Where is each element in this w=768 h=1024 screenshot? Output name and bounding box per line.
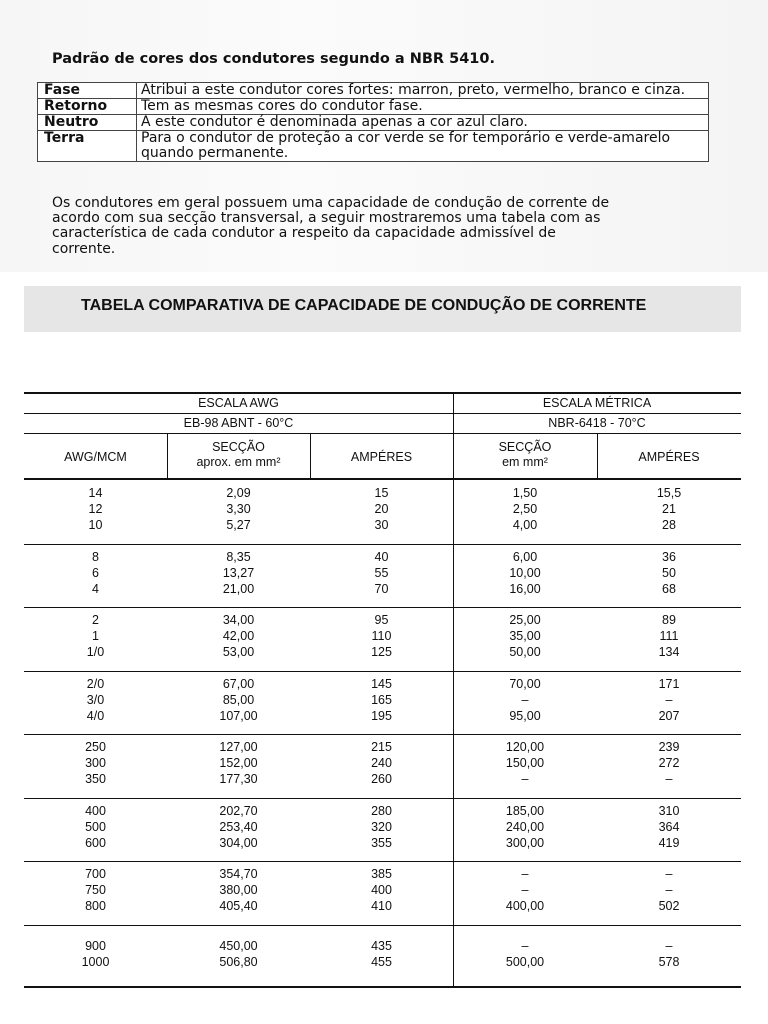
metric-amperes-cell: 171 [658,676,680,691]
amperes-cell: 30 [374,518,389,533]
metric-amperes-cell: 50 [662,565,676,580]
metric-section-cell-group [453,549,597,598]
section-cell: 127,00 [219,740,258,754]
amperes-cell: 125 [371,645,392,660]
awg-cell: 12 [88,502,103,517]
metric-amperes-cell: 272 [658,756,680,771]
metric-section-cell: 25,00 [509,613,541,627]
awg-cell: 400 [85,803,106,818]
metric-amperes-cell: 364 [658,819,680,834]
description-cell: Tem as mesmas cores do condutor fase. [137,99,709,115]
section-cell: 21,00 [222,581,255,596]
amperes-cell: 455 [371,954,392,969]
metric-section-cell: 2,50 [512,502,538,517]
col-header-section-2-line2: em mm² [502,455,548,469]
amperes-cell: 110 [371,629,392,644]
metric-amperes-cell: 419 [658,835,680,850]
metric-amperes-cell: 578 [658,954,680,969]
metric-amperes-cell: 310 [658,803,680,818]
metric-amperes-cell: 134 [658,645,680,660]
metric-section-cell: 16,00 [509,581,541,596]
col-header-section-2 [453,440,597,470]
intro-paragraph: Os condutores em geral possuem uma capacidade de condução de corrente de acordo com sua secção transversal, a seguir mostraremos uma tabela com as característica de cada condutor a respeito da capacidade admissível de corrente. [52,195,610,257]
awg-cell-group [24,549,167,598]
metric-amperes-cell: 21 [662,502,676,517]
metric-amperes-cell: – [665,692,673,707]
metric-section-cell: 185,00 [505,803,545,818]
amperes-cell: 195 [371,708,392,723]
amperes-cell: 70 [374,581,389,596]
group-divider [24,798,741,799]
awg-cell-group [24,938,167,970]
col-header-amperes-2: AMPÉRES [638,450,700,464]
metric-section-cell: 400,00 [505,899,545,914]
table-row [38,115,709,131]
section-cell: 152,00 [219,756,258,771]
metric-amperes-cell-group [597,485,741,534]
section-cell-group [167,549,310,598]
section-cell: 2,09 [226,486,251,500]
amperes-cell: 355 [371,835,392,850]
section-cell: 53,00 [222,645,255,660]
metric-section-cell: – [521,772,529,787]
amperes-cell: 165 [371,692,392,707]
awg-cell: 750 [85,883,106,898]
metric-section-cell: 95,00 [509,708,541,723]
amperes-cell-group [310,612,453,661]
section-cell: 67,00 [222,676,255,691]
metric-amperes-cell-group [597,866,741,915]
section-cell-group [167,803,310,852]
awg-cell-group [24,485,167,534]
group-divider [24,671,741,672]
metric-section-cell: 35,00 [509,629,541,644]
awg-cell: 500 [85,819,106,834]
metric-amperes-cell: – [665,772,673,787]
awg-cell: 4 [92,581,99,596]
amperes-cell-group [310,549,453,598]
amperes-cell: 280 [371,803,392,818]
awg-cell: 6 [92,565,99,580]
amperes-cell: 95 [374,613,389,627]
section-cell-group [167,938,310,970]
awg-cell: 1000 [81,954,110,969]
column-divider [167,433,168,480]
metric-amperes-cell: 207 [658,708,680,723]
awg-cell: 1/0 [86,645,105,660]
metric-amperes-cell-group [597,612,741,661]
awg-cell-group [24,676,167,725]
metric-section-cell: 10,00 [509,565,541,580]
section-cell: 380,00 [219,883,258,898]
amperes-cell: 240 [371,756,392,771]
metric-amperes-cell: 28 [662,518,676,533]
term-cell: Neutro [38,115,137,131]
section-cell-group [167,612,310,661]
page-title: Padrão de cores dos condutores segundo a NBR 5410. [52,51,495,67]
amperes-cell: 320 [371,819,392,834]
awg-cell: 800 [85,899,106,914]
section-cell-group [167,485,310,534]
group-divider [24,861,741,862]
group-divider [24,607,741,608]
metric-section-cell-group [453,938,597,970]
table-row [38,83,709,99]
term-cell: Fase [38,83,137,99]
metric-section-cell: 500,00 [505,954,545,969]
col-header-section-1-line2: aprox. em mm² [196,455,281,469]
metric-section-cell: 120,00 [505,740,545,754]
amperes-cell-group [310,676,453,725]
awg-cell-group [24,612,167,661]
section-cell: 405,40 [219,899,258,914]
awg-cell: 1 [92,629,99,644]
section-cell: 42,00 [222,629,255,644]
column-divider [597,433,598,480]
amperes-cell-group [310,938,453,970]
metric-section-cell-group [453,866,597,915]
metric-section-cell: 240,00 [505,819,545,834]
section-cell: 5,27 [226,518,251,533]
section-cell: 13,27 [222,565,255,580]
amperes-cell: 20 [374,502,389,517]
awg-cell: 250 [85,740,106,754]
awg-cell-group [24,739,167,788]
section-cell-group [167,866,310,915]
metric-section-cell: 4,00 [512,518,538,533]
metric-section-cell: 50,00 [509,645,541,660]
amperes-cell: 410 [371,899,392,914]
term-cell: Terra [38,131,137,162]
awg-cell: 350 [85,772,106,787]
metric-amperes-cell: 89 [662,613,676,627]
capacity-table [24,392,741,988]
section-cell: 34,00 [222,613,255,627]
col-header-amperes-1: AMPÉRES [350,450,413,464]
awg-cell: 4/0 [86,708,105,723]
amperes-cell: 260 [371,772,392,787]
metric-amperes-cell: – [665,938,673,953]
table-top-rule [24,392,741,394]
table-row [38,131,709,162]
metric-amperes-cell: – [665,883,673,898]
header-bottom-rule [24,478,741,480]
amperes-cell-group [310,803,453,852]
metric-amperes-cell-group [597,549,741,598]
metric-amperes-cell: – [665,867,673,881]
term-cell: Retorno [38,99,137,115]
awg-cell: 3/0 [86,692,105,707]
metric-section-cell-group [453,739,597,788]
header-divider [24,413,741,414]
awg-cell: 2 [92,613,99,627]
awg-cell: 8 [92,549,99,564]
section-cell: 253,40 [219,819,258,834]
metric-section-cell: 6,00 [512,549,538,564]
awg-standard-header: EB-98 ABNT - 60°C [183,416,294,430]
metric-section-cell-group [453,485,597,534]
metric-amperes-cell-group [597,938,741,970]
awg-cell: 300 [85,756,106,771]
amperes-cell-group [310,485,453,534]
awg-cell-group [24,866,167,915]
metric-section-cell-group [453,612,597,661]
section-cell-group [167,676,310,725]
column-divider [310,433,311,480]
col-header-awg: AWG/MCM [64,450,127,464]
metric-section-cell: – [521,692,529,707]
metric-amperes-cell-group [597,676,741,725]
metric-section-cell: 150,00 [505,756,545,771]
awg-cell: 2/0 [86,676,105,691]
awg-scale-header: ESCALA AWG [198,396,279,410]
metric-amperes-cell: 15,5 [656,486,682,500]
metric-amperes-cell: 68 [662,581,676,596]
metric-amperes-cell: 111 [659,629,679,644]
banner-title: TABELA COMPARATIVA DE CAPACIDADE DE CONDUÇÃO DE CORRENTE [81,297,647,314]
metric-section-cell: – [521,867,529,881]
amperes-cell: 145 [371,676,392,691]
metric-section-cell-group [453,676,597,725]
metric-section-cell: – [521,883,529,898]
amperes-cell: 400 [371,883,392,898]
section-cell: 506,80 [219,954,258,969]
metric-section-cell: 300,00 [505,835,545,850]
amperes-cell: 215 [371,740,392,754]
metric-section-cell: 1,50 [512,486,538,500]
awg-cell: 10 [88,518,103,533]
metric-amperes-cell: 239 [658,740,680,754]
section-banner [24,286,741,332]
amperes-cell-group [310,866,453,915]
awg-cell: 900 [85,938,106,953]
col-header-section-1-line1: SECÇÃO [212,440,265,454]
amperes-cell: 40 [374,549,389,564]
metric-standard-header: NBR-6418 - 70°C [548,416,646,430]
section-cell: 354,70 [219,867,258,881]
col-header-section-1 [167,440,310,470]
awg-cell: 14 [88,486,103,500]
metric-section-cell: – [521,938,529,953]
color-standard-table [37,82,709,162]
section-cell-group [167,739,310,788]
section-cell: 8,35 [226,549,251,564]
metric-section-cell: 70,00 [509,676,541,691]
description-cell: Para o condutor de proteção a cor verde se for temporário e verde-amarelo quando permanente. [137,131,709,162]
metric-amperes-cell-group [597,739,741,788]
description-cell: Atribui a este condutor cores fortes: marron, preto, vermelho, branco e cinza. [137,83,709,99]
amperes-cell: 15 [374,486,389,500]
amperes-cell: 385 [371,867,392,881]
section-cell: 177,30 [219,772,258,787]
group-divider [24,734,741,735]
amperes-cell: 435 [371,938,392,953]
amperes-cell: 55 [374,565,389,580]
metric-amperes-cell: 502 [658,899,680,914]
metric-scale-header: ESCALA MÉTRICA [542,396,652,410]
table-row [38,99,709,115]
metric-section-cell-group [453,803,597,852]
table-bottom-rule [24,986,741,988]
section-cell: 85,00 [222,692,255,707]
section-cell: 3,30 [226,502,251,517]
section-cell: 202,70 [219,803,258,818]
awg-cell: 600 [85,835,106,850]
awg-cell-group [24,803,167,852]
header-divider [24,433,741,434]
col-header-section-2-line1: SECÇÃO [498,440,552,454]
amperes-cell-group [310,739,453,788]
group-divider [24,544,741,545]
section-cell: 450,00 [219,938,258,953]
section-cell: 107,00 [219,708,258,723]
description-cell: A este condutor é denominada apenas a cor azul claro. [137,115,709,131]
awg-cell: 700 [85,867,106,881]
metric-amperes-cell: 36 [662,549,676,564]
group-divider [24,925,741,926]
section-cell: 304,00 [219,835,258,850]
metric-amperes-cell-group [597,803,741,852]
